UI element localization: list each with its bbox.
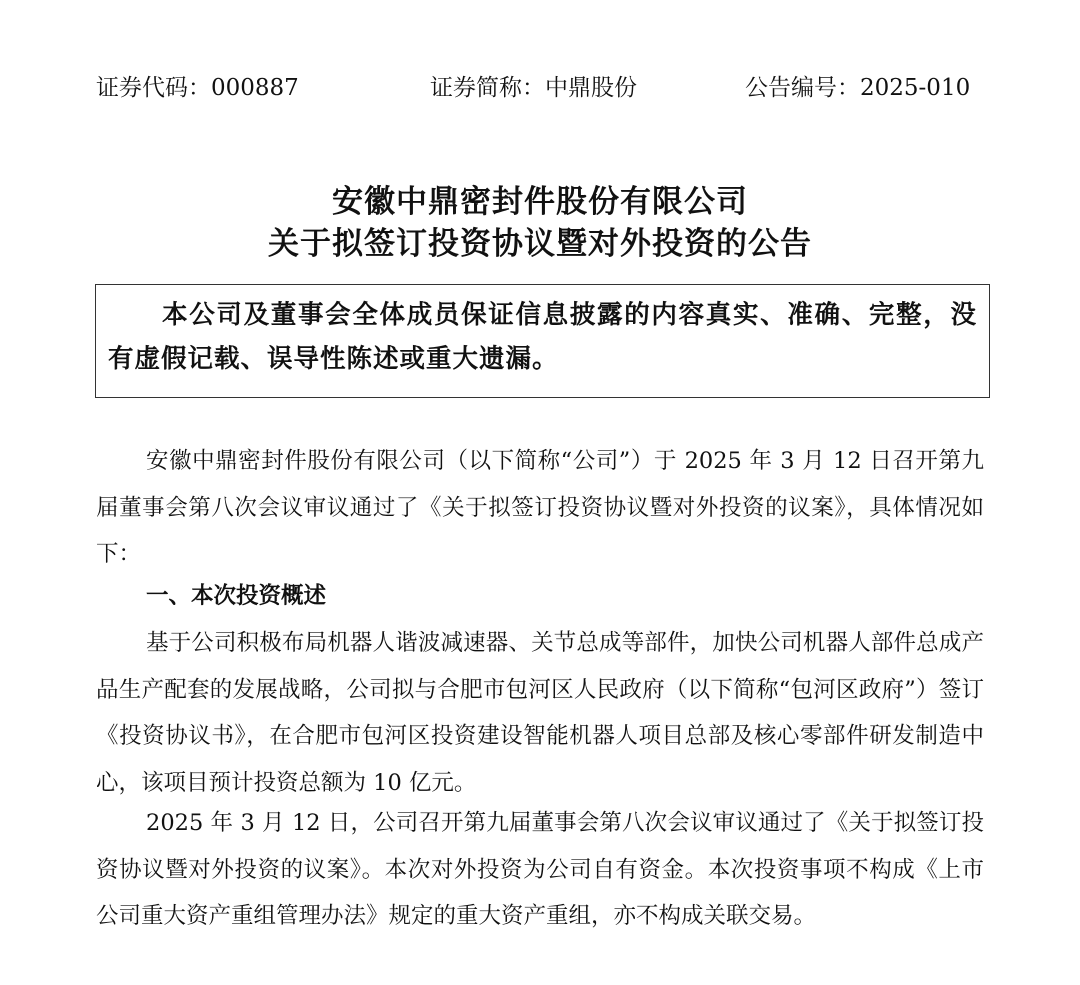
- board-statement-box: 本公司及董事会全体成员保证信息披露的内容真实、准确、完整，没有虚假记载、误导性陈述或重大遗漏。: [95, 284, 990, 398]
- section-heading-investment-overview: 一、本次投资概述: [146, 583, 327, 609]
- document-header: [0, 70, 1080, 106]
- security-code: 证券代码：000887: [96, 75, 299, 101]
- document-title-subject: 关于拟签订投资协议暨对外投资的公告: [268, 226, 812, 262]
- security-abbreviation: 证券简称：中鼎股份: [430, 75, 637, 101]
- investment-overview-paragraph: 基于公司积极布局机器人谐波减速器、关节总成等部件，加快公司机器人部件总成产品生产配套的发展战略，公司拟与合肥市包河区人民政府（以下简称“包河区政府”）签订《投资协议书》，在合肥市包河区投资建设智能机器人项目总部及核心零部件研发制造中心，该项目预计投资总额为 10 亿元。: [96, 630, 984, 796]
- intro-paragraph: 安徽中鼎密封件股份有限公司（以下简称“公司”）于 2025 年 3 月 12 日召开第九届董事会第八次会议审议通过了《关于拟签订投资协议暨对外投资的议案》，具体情况如下：: [96, 448, 984, 567]
- document-title-company: 安徽中鼎密封件股份有限公司: [332, 184, 748, 220]
- board-approval-paragraph: 2025 年 3 月 12 日，公司召开第九届董事会第八次会议审议通过了《关于拟签订投资协议暨对外投资的议案》。本次对外投资为公司自有资金。本次投资事项不构成《上市公司重大资产重组管理办法》规定的重大资产重组，亦不构成关联交易。: [96, 810, 984, 929]
- notice-number: 公告编号：2025-010: [745, 75, 971, 101]
